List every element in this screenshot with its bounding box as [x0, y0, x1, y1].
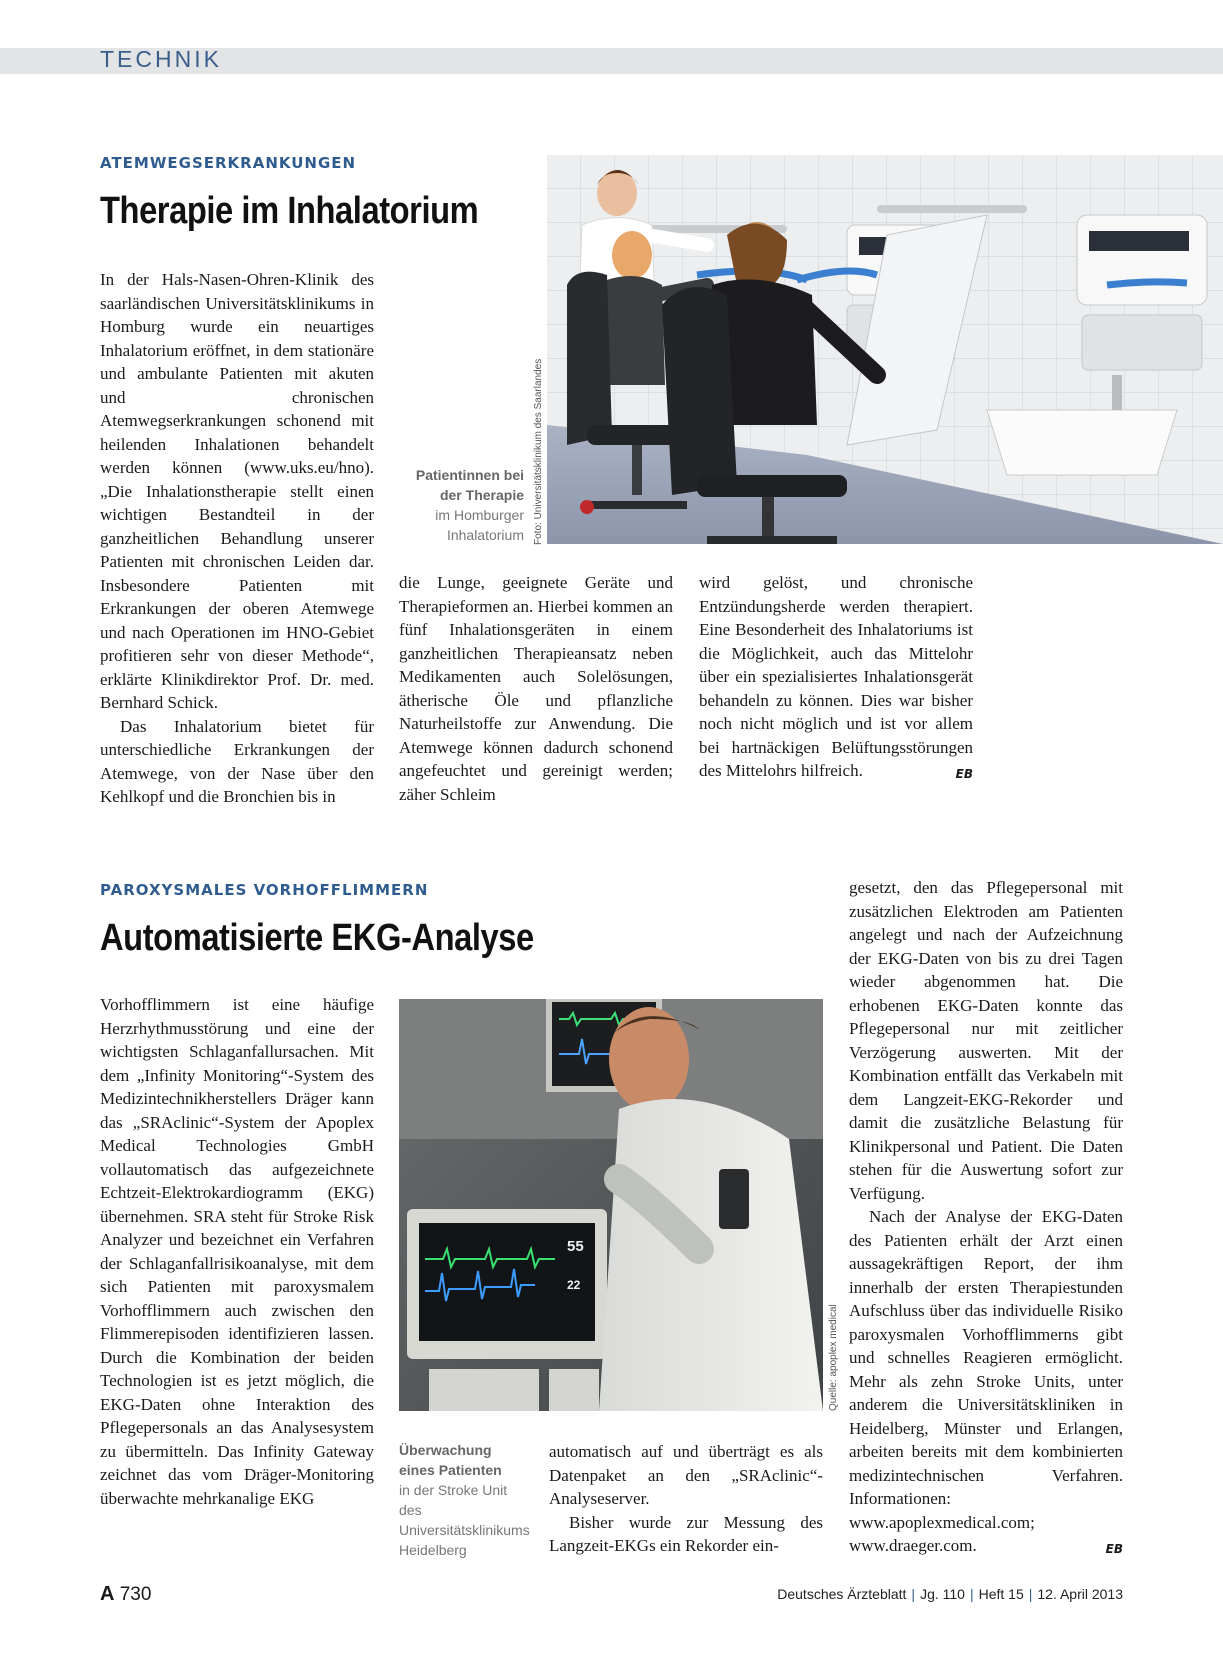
article2-column-1 — [100, 993, 374, 1510]
article1-caption-rest: im Homburger Inhalatorium — [435, 507, 524, 543]
article2-column-2 — [549, 1440, 823, 1558]
ekg-monitoring-illustration — [399, 999, 823, 1411]
ekg-monitoring-photo — [399, 999, 823, 1411]
article2-caption-bold: Überwachung eines Patienten — [399, 1442, 502, 1478]
article1-headline: Therapie im Inhalatorium — [100, 190, 479, 232]
article1-signature: EB — [955, 767, 973, 781]
monitor-value-heart-rate: 55 — [567, 1238, 584, 1255]
article2-signature: EB — [1105, 1542, 1123, 1556]
article2-caption-rest: in der Stroke Unit des Universitätsklinikums Heidelberg — [399, 1482, 530, 1558]
article1-column-2 — [399, 571, 673, 806]
article2-headline: Automatisierte EKG-Analyse — [100, 917, 534, 959]
page-prefix: A — [100, 1583, 115, 1605]
article2-kicker: PAROXYSMALES VORHOFFLIMMERN — [100, 881, 429, 899]
journal-issue: Heft 15 — [978, 1586, 1024, 1602]
inhalatorium-illustration — [547, 155, 1223, 544]
article1-kicker: ATEMWEGSERKRANKUNGEN — [100, 154, 357, 172]
inhalatorium-photo — [547, 155, 1223, 544]
article1-paragraph-4-text: wird gelöst, und chronische Entzündungsherde werden therapiert. Eine Besonderheit des Inhalatoriums ist die Möglichkeit, auch das Mittelohr über ein spezialisiertes Inhalationsgerät behandeln zu können. Dies war bisher noch nicht möglich und ist vor allem bei hartnäckigen Belüftungsstörungen des Mittelohrs hilfreich. — [699, 573, 973, 780]
article1-column-3 — [699, 571, 973, 787]
article1-column-1 — [100, 268, 374, 809]
journal-footer: Deutsches Ärzteblatt | Jg. 110 | Heft 15 | 12. April 2013 — [777, 1586, 1123, 1602]
page-number-value: 730 — [119, 1584, 152, 1605]
article2-paragraph-1: Vorhofflimmern ist eine häufige Herzrhythmusstörung und eine der wichtigsten Schlaganfallursachen. Mit dem „Infinity Monitoring“-System des Medizintechnikherstellers Dräger kann das „SRAclinic“-System der Apoplex Medical Technologies GmbH vollautomatisch das aufgezeichnete Echtzeit-Elektrokardiogramm (EKG) übernehmen. SRA steht für Stroke Risk Analyzer und bezeichnet ein Verfahren der Schlaganfallrisikoanalyse, mit dem sich Patienten mit paroxysmalem Vorhofflimmern auch zwischen den Flimmerepisoden identifizieren lassen. Durch die Kombination der beiden Technologien ist es jetzt möglich, die EKG-Daten ohne Interaktion des Pflegepersonals an das Analysesystem zu übermitteln. Das Infinity Gateway zeichnet das vom Dräger-Monitoring überwachte mehrkanalige EKG — [100, 995, 374, 1508]
article2-paragraph-2: automatisch auf und überträgt es als Datenpaket an den „SRAclinic“-Analyseserver. — [549, 1442, 823, 1508]
page-number — [100, 1583, 151, 1606]
article2-paragraph-5 — [849, 1205, 1123, 1558]
article2-column-3 — [849, 876, 1123, 1562]
journal-name: Deutsches Ärzteblatt — [777, 1586, 907, 1602]
article1-paragraph-1: In der Hals-Nasen-Ohren-Klinik des saarländischen Universitätsklinikums in Homburg wurde ein neuartiges Inhalatorium eröffnet, in dem stationäre und ambulante Patienten mit akuten und chronischen Atemwegserkrankungen schonend mit heilenden Inhalationen behandelt werden können (www.uks.eu/hno). „Die Inhalationstherapie stellt einen wichtigen Bestandteil in der ganzheitlichen Behandlung unserer Patienten mit chronischen Leiden dar. Insbesondere Patienten mit Erkrankungen der oberen Atemwege und nach Operationen im HNO-Gebiet profitieren sehr von dieser Methode“, erklärte Klinikdirektor Prof. Dr. med. Bernhard Schick. — [100, 270, 374, 712]
article1-paragraph-3: die Lunge, geeignete Geräte und Therapieformen an. Hierbei kommen an fünf Inhalationsgeräten in einem ganzheitlichen Therapieansatz neben Medikamenten auch Solelösungen, ätherische Öle und pflanzliche Naturheilstoffe zur Anwendung. Die Atemwege können dadurch schonend angefeuchtet und gereinigt werden; zäher Schleim — [399, 573, 673, 804]
article1-photo-credit: Foto: Universitätsklinikum des Saarlandes — [533, 358, 544, 545]
article1-paragraph-2: Das Inhalatorium bietet für unterschiedliche Erkrankungen der Atemwege, von der Nase über den Kehlkopf und die Bronchien bis in — [100, 716, 374, 806]
article2-caption — [399, 1440, 530, 1560]
article2-paragraph-3: Bisher wurde zur Messung des Langzeit-EKGs ein Rekorder ein- — [549, 1512, 823, 1555]
monitor-value-respiration: 22 — [567, 1278, 581, 1292]
section-label: TECHNIK — [100, 46, 222, 72]
journal-date: 12. April 2013 — [1037, 1586, 1123, 1602]
article2-photo-credit: Quelle: apoplex medical — [828, 1304, 839, 1411]
article1-paragraph-4 — [699, 571, 973, 783]
journal-volume: Jg. 110 — [920, 1586, 965, 1602]
article2-paragraph-4: gesetzt, den das Pflegepersonal mit zusätzlichen Elektroden am Patienten angelegt und nach der Aufzeichnung der EKG-Daten von bis zu drei Tagen wieder abgenommen hat. Die erhobenen EKG-Daten konnte das Pflegepersonal nur mit zeitlicher Verzögerung auswerten. Mit der Kombination entfällt das Verkabeln mit dem Langzeit-EKG-Rekorder und damit die zusätzliche Belastung für Klinikpersonal und Patient. Die Daten stehen für die Auswertung sofort zur Verfügung. — [849, 878, 1123, 1203]
article1-caption — [396, 465, 524, 545]
article2-paragraph-5-text: Nach der Analyse der EKG-Daten des Patienten erhält der Arzt einen aussagekräftigen Report, der ihm innerhalb der ersten Therapiestunden Aufschluss über das individuelle Risiko paroxysmalen Vorhofflimmerns gibt und schnelles Reagieren ermöglicht. Mehr als zehn Stroke Units, unter anderem die Universitätskliniken in Heidelberg, Münster und Erlangen, arbeiten bereits mit dem kombinierten medizintechnischen Verfahren. Informationen: www.apoplexmedical.com; www.draeger.com. — [849, 1207, 1123, 1555]
article1-caption-bold: Patientinnen bei der Therapie — [415, 467, 524, 503]
